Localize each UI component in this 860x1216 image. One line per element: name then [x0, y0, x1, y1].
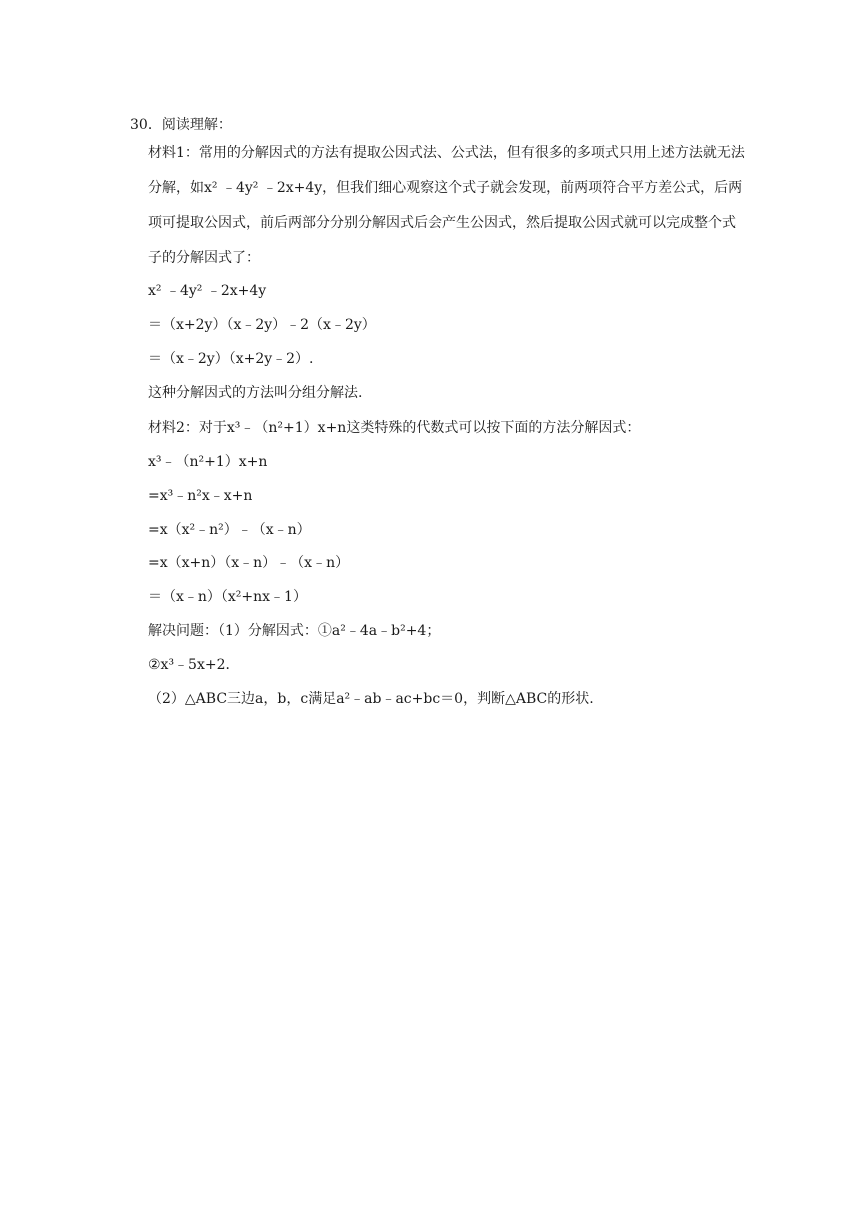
- material2-step-3: =x（x²﹣n²）﹣（x﹣n）: [148, 522, 311, 538]
- material1-text: 材料1：常用的分解因式的方法有提取公因式法、公式法，但有很多的多项式只用上述方法就无法分解，如x² ﹣4y² ﹣2x+4y，但我们细心观察这个式子就会发现，前两项符合平方差公式，后两项可提取公因式，前后两部分分别分解因式后会产生公因式，然后提取公因式就可以完成整个式子的分解因式了：: [148, 145, 745, 266]
- material2-step-2: =x³﹣n²x﹣x+n: [148, 488, 253, 504]
- material1-conclusion: 这种分解因式的方法叫分组分解法.: [148, 385, 363, 401]
- material1-step-2: ＝（x+2y）（x﹣2y）﹣2（x﹣2y）: [148, 317, 376, 333]
- material1-paragraph: [148, 136, 748, 276]
- material2-step-5: ＝（x﹣n）（x²+nx﹣1）: [148, 589, 307, 605]
- problem-part2: （2）△ABC三边a，b，c满足a²﹣ab﹣ac+bc＝0，判断△ABC的形状.: [148, 691, 594, 707]
- question-title: 30．阅读理解：: [130, 117, 232, 133]
- material1-step-1: x² ﹣4y² ﹣2x+4y: [148, 283, 267, 299]
- problem-part1b: ②x³﹣5x+2．: [148, 657, 240, 673]
- material2-step-4: =x（x+n）（x﹣n）﹣（x﹣n）: [148, 555, 350, 571]
- material2-step-1: x³﹣（n²+1）x+n: [148, 454, 268, 470]
- problem-part1a: 解决问题：（1）分解因式：①a²﹣4a﹣b²+4；: [148, 623, 441, 639]
- material1-step-3: ＝（x﹣2y）（x+2y﹣2）.: [148, 351, 314, 367]
- material2-intro: 材料2：对于x³﹣（n²+1）x+n这类特殊的代数式可以按下面的方法分解因式：: [148, 420, 641, 436]
